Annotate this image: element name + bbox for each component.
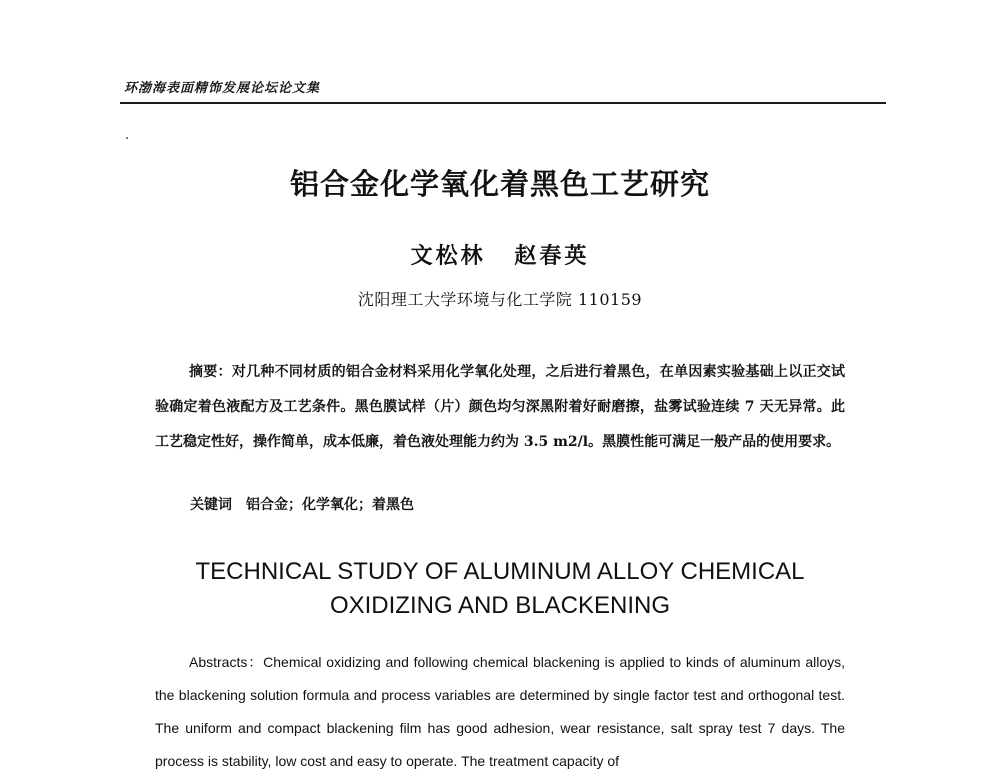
paper-authors: 文松林 赵春英 <box>410 243 590 269</box>
paper-title-en <box>0 555 1000 623</box>
running-header: 环渤海表面精饰发展论坛论文集 <box>124 81 321 96</box>
scan-speck <box>126 137 128 139</box>
abstract-en-label: Abstracts： <box>189 654 264 670</box>
abstract-en-text: Chemical oxidizing and following chemical blackening is applied to kinds of aluminum alloys, the blackening solution formula and process variables are determined by single factor test and orthogonal test. The uniform and compact blackening film has good adhesion, wear resistance, salt spray test 7 days. The process is stability, low cost and easy to operate. The treatment capacity of <box>155 654 845 769</box>
header-rule <box>120 102 886 104</box>
paper-title-cn: 铝合金化学氧化着黑色工艺研究 <box>289 167 710 201</box>
abstract-cn-text: 对几种不同材质的铝合金材料采用化学氧化处理，之后进行着黑色，在单因素实验基础上以正交试验确定着色液配方及工艺条件。黑色膜试样（片）颜色均匀深黑附着好耐磨擦，盐雾试验连续 7 天无异常。此工艺稳定性好，操作简单，成本低廉，着色液处理能力约为 3.5 m2/l。黑膜性能可满足一般产品的使用要求。 <box>155 364 846 450</box>
paper-affiliation: 沈阳理工大学环境与化工学院 110159 <box>357 290 643 309</box>
keywords-cn-label: 关键词 <box>190 497 232 513</box>
abstract-cn-label: 摘要： <box>189 364 232 380</box>
abstract-en <box>155 646 845 778</box>
keywords-cn-text: 铝合金；化学氧化；着黑色 <box>246 497 414 513</box>
keywords-cn <box>190 494 414 514</box>
paper-title-en-line1: TECHNICAL STUDY OF ALUMINUM ALLOY CHEMICAL <box>195 558 805 585</box>
paper-title-en-line2: OXIDIZING AND BLACKENING <box>329 592 671 619</box>
abstract-cn <box>155 355 845 460</box>
